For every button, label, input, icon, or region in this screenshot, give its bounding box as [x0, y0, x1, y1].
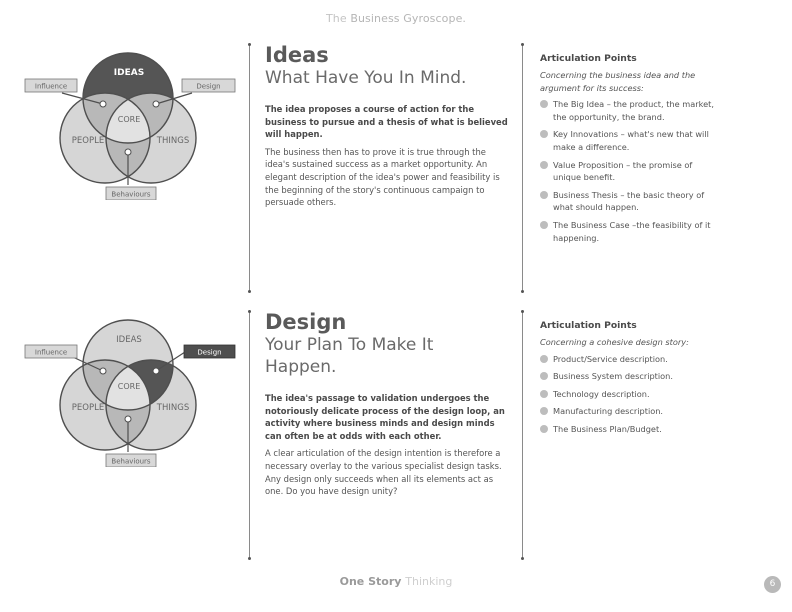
list-item — [540, 189, 715, 214]
footer-brand-part1: One Story — [339, 575, 402, 588]
list-item — [540, 388, 715, 401]
list-item-text: Business Thesis – the basic theory of what should happen. — [553, 189, 705, 213]
articulation-intro-ideas: Concerning the business idea and the argument for its success: — [540, 70, 696, 93]
list-item-text: The Big Idea – the product, the market, the opportunity, the brand. — [553, 99, 714, 122]
header-prefix: The — [325, 12, 347, 25]
section-lead-design: The idea's passage to validation undergoes the notoriously delicate process of the design loop, an activity where business minds and design minds can often be at odds with each other. — [265, 393, 505, 441]
list-item — [540, 159, 715, 184]
venn-svg-design — [20, 307, 242, 467]
section-lead-ideas: The idea proposes a course of action for the business to pursue and a thesis of what is believed will happen. — [265, 104, 508, 140]
venn-label-people: PEOPLE — [71, 136, 105, 146]
list-item — [540, 128, 715, 153]
venn-tag-influence: Influence — [34, 82, 68, 91]
list-item-text: The Business Case –the feasibility of it happening. — [553, 219, 711, 243]
bullet-icon — [540, 130, 548, 138]
list-item — [540, 405, 715, 418]
bullet-icon — [540, 355, 548, 363]
venn-diagram-ideas — [20, 40, 242, 200]
articulation-panel-ideas — [540, 53, 715, 249]
header-title: Business Gyroscope. — [350, 12, 467, 25]
venn-label-core: CORE — [117, 115, 141, 124]
venn-label-ideas: IDEAS — [116, 335, 142, 345]
list-item — [540, 423, 715, 436]
section-design — [265, 310, 510, 498]
list-item-text: Business System description. — [553, 371, 673, 382]
divider-right-1 — [522, 44, 523, 292]
bullet-icon — [540, 372, 548, 380]
bullet-icon — [540, 191, 548, 199]
page-number-badge: 6 — [764, 576, 781, 593]
articulation-list-ideas — [540, 98, 715, 244]
section-title-design: Design — [265, 310, 347, 334]
section-ideas — [265, 43, 510, 209]
bullet-icon — [540, 407, 548, 415]
section-body-design: A clear articulation of the design intention is therefore a necessary overlay to the various specialist design tasks. Any design only succeeds when all its elements act as one. Do you have design unity? — [265, 448, 502, 497]
list-item — [540, 353, 715, 366]
venn-tag-influence: Influence — [34, 348, 68, 357]
venn-tag-design: Design — [196, 82, 221, 91]
divider-left-1 — [249, 44, 250, 292]
bullet-icon — [540, 161, 548, 169]
bullet-icon — [540, 390, 548, 398]
page-footer — [0, 575, 792, 588]
bullet-icon — [540, 221, 548, 229]
venn-label-ideas: IDEAS — [113, 68, 145, 78]
venn-label-people: PEOPLE — [71, 403, 105, 413]
divider-right-2 — [522, 311, 523, 559]
articulation-intro-design: Concerning a cohesive design story: — [540, 337, 689, 347]
bullet-icon — [540, 100, 548, 108]
list-item-text: The Business Plan/Budget. — [553, 423, 662, 434]
section-title-ideas: Ideas — [265, 43, 329, 67]
articulation-list-design — [540, 353, 715, 436]
venn-label-things: THINGS — [156, 403, 190, 413]
articulation-title-design: Articulation Points — [540, 320, 637, 331]
list-item-text: Product/Service description. — [553, 353, 668, 364]
page-header — [0, 12, 792, 25]
section-subtitle-design: Your Plan To Make It Happen. — [265, 335, 434, 377]
venn-tag-design: Design — [197, 348, 222, 357]
venn-svg-ideas — [20, 40, 242, 200]
section-body-ideas: The business then has to prove it is true through the idea's sustained success as a market opportunity. An elegant description of the idea's power and feasibility is the beginning of the story's continuous campaign to persuade others. — [265, 146, 500, 208]
list-item-text: Technology description. — [553, 388, 650, 399]
section-subtitle-ideas: What Have You In Mind. — [265, 68, 467, 88]
articulation-panel-design — [540, 320, 715, 441]
venn-diagram-design — [20, 307, 242, 467]
venn-label-things: THINGS — [156, 136, 190, 146]
list-item — [540, 219, 715, 244]
list-item — [540, 98, 715, 123]
list-item — [540, 370, 715, 383]
list-item-text: Key Innovations – what's new that will make a difference. — [553, 129, 709, 152]
venn-tag-behaviours: Behaviours — [111, 190, 151, 199]
list-item-text: Manufacturing description. — [553, 406, 664, 417]
venn-tag-behaviours: Behaviours — [111, 457, 151, 466]
list-item-text: Value Proposition – the promise of unique benefit. — [553, 159, 693, 183]
divider-left-2 — [249, 311, 250, 559]
bullet-icon — [540, 425, 548, 433]
footer-brand-part2: Thinking — [405, 575, 453, 588]
articulation-title-ideas: Articulation Points — [540, 53, 637, 64]
venn-label-core: CORE — [117, 382, 141, 391]
